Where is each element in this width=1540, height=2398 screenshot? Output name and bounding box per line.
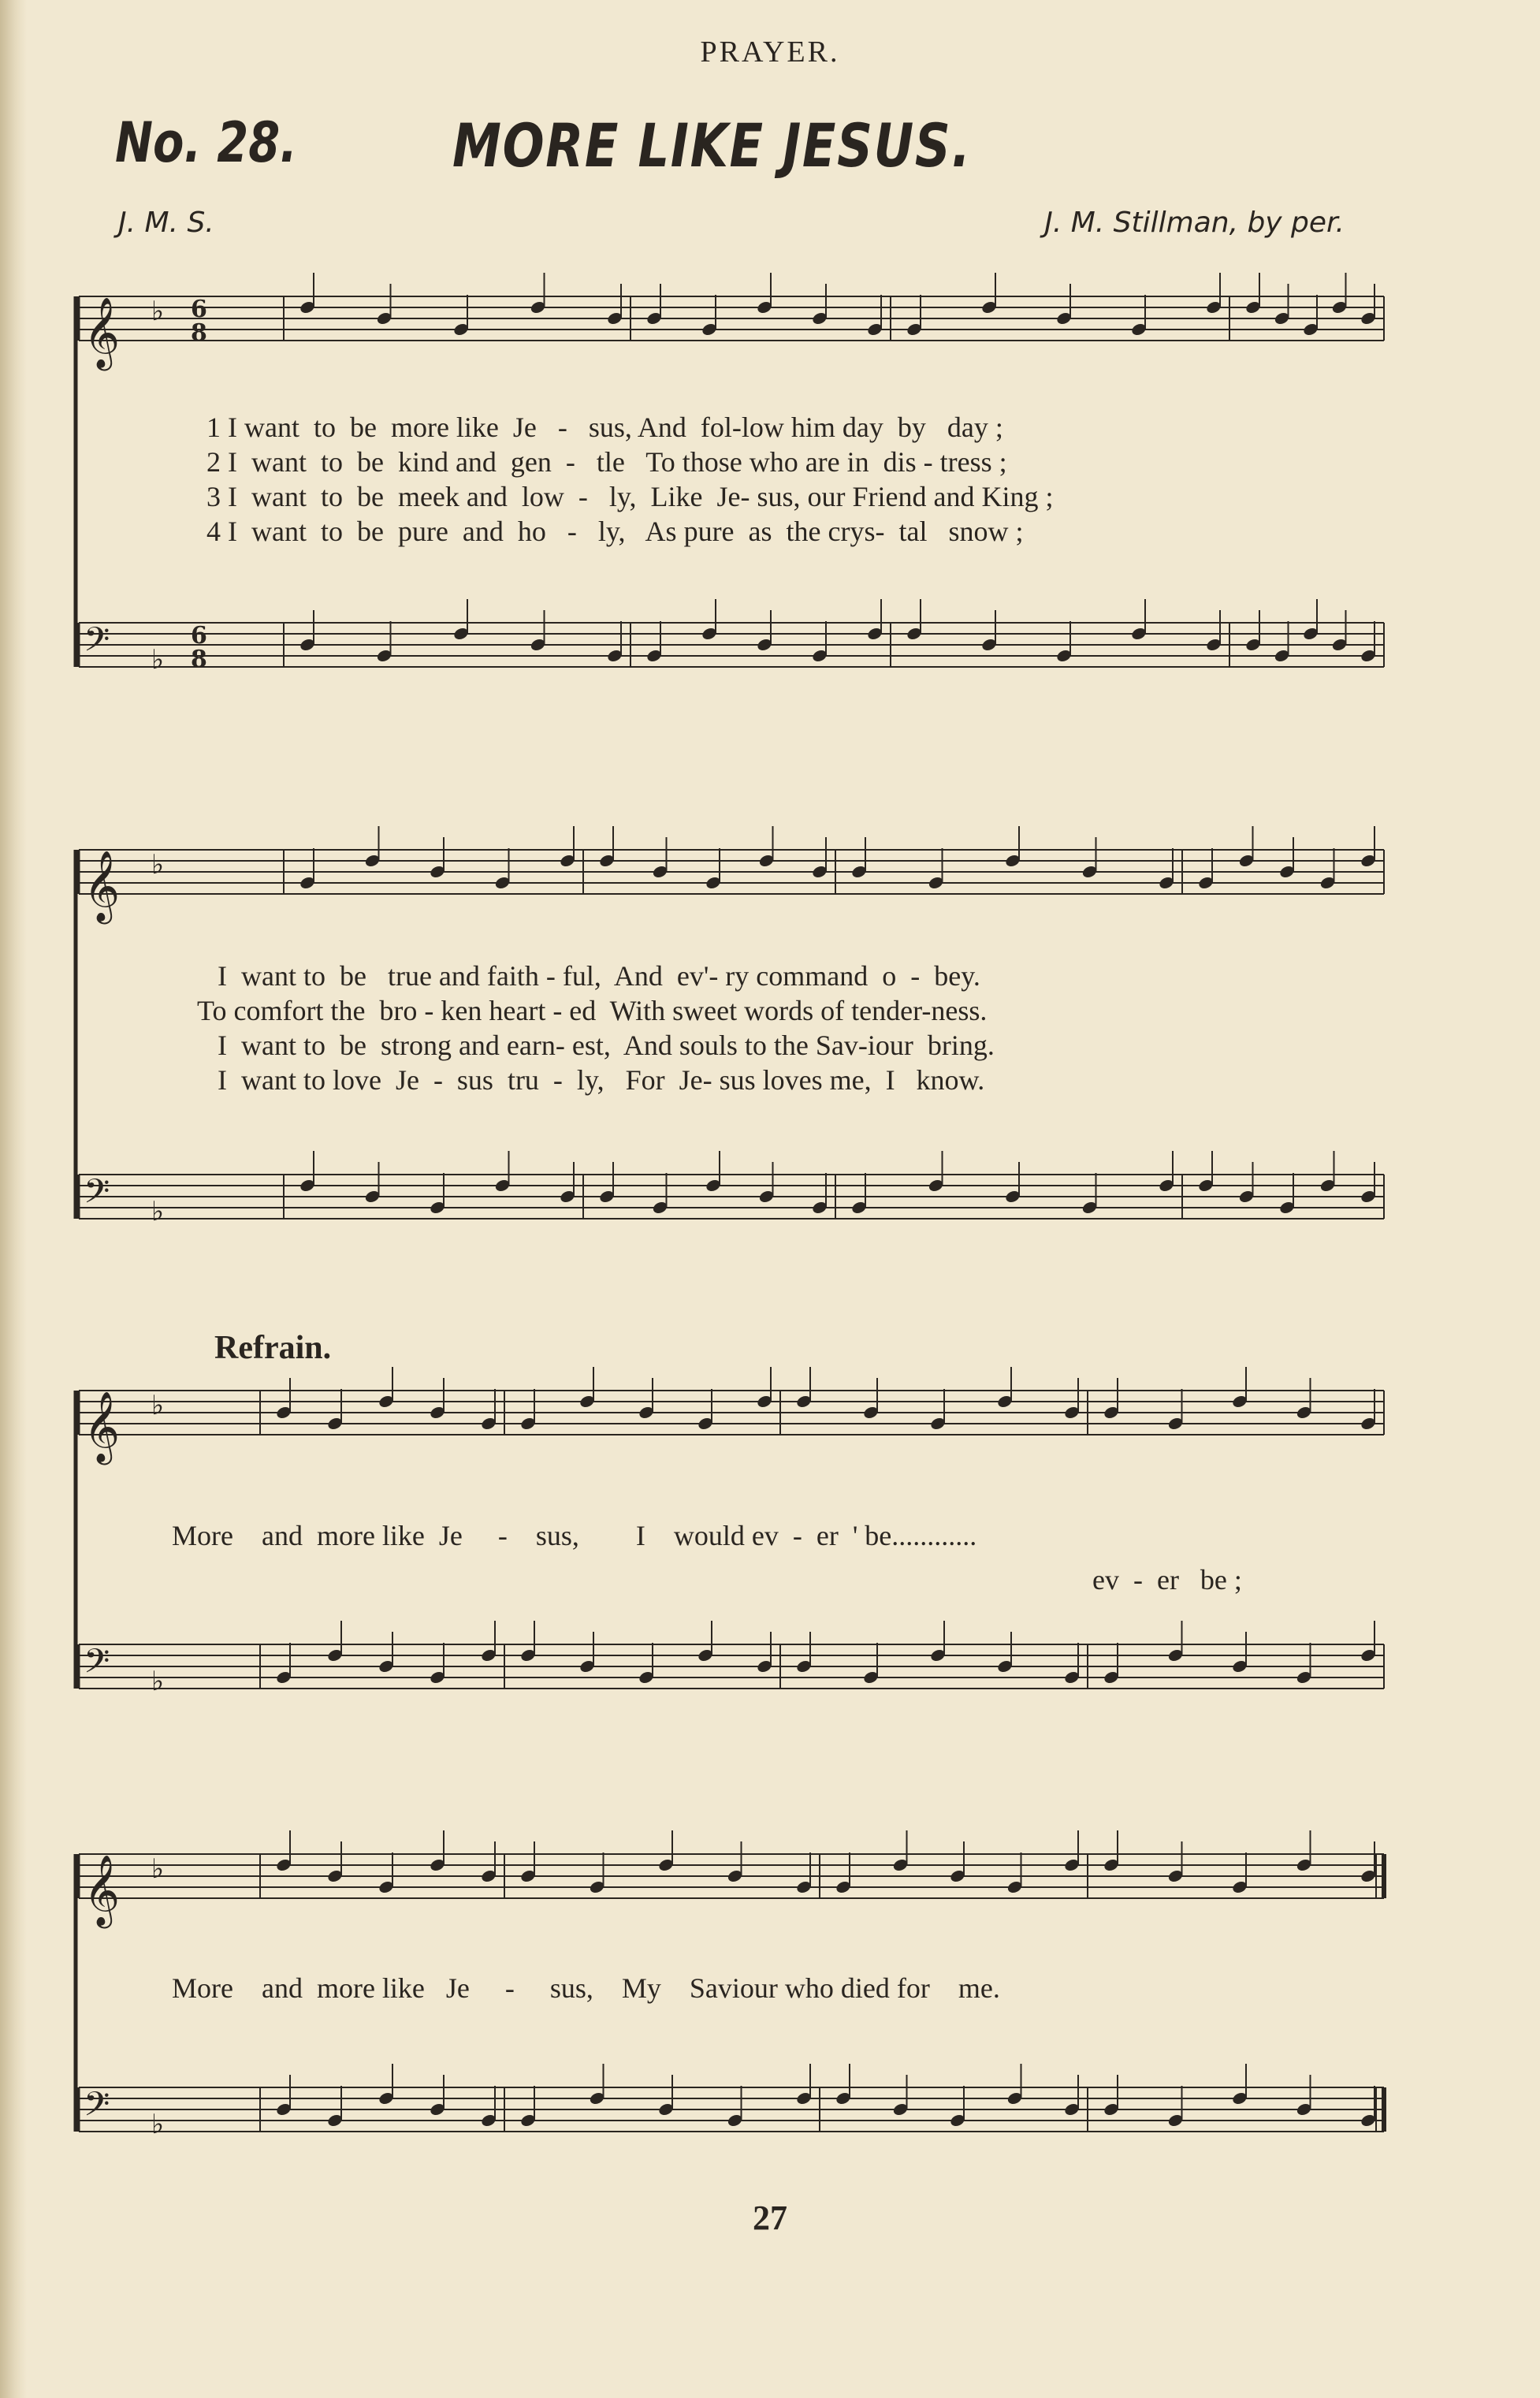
hymn-title: MORE LIKE JESUS. (452, 110, 972, 181)
treble-clef-icon: 𝄞 (84, 297, 121, 368)
bass-clef-icon: 𝄢 (84, 1172, 110, 1219)
refrain-bass-echo: ev - er be ; (1092, 1564, 1242, 1596)
hymn-number: No. 28. (115, 110, 297, 175)
refrain-label: Refrain. (214, 1330, 332, 1366)
stanza-4-line-a: 4 I want to be pure and ho - ly, As pure as the crys- tal snow ; (206, 516, 1024, 547)
stanza-4-line-b: I want to love Je - sus tru - ly, For Je- sus loves me, I know. (218, 1064, 985, 1096)
stanza-2-line-b: To comfort the bro - ken heart - ed With sweet words of tender-ness. (197, 995, 988, 1026)
music-credit: J. M. Stillman, by per. (1044, 207, 1345, 239)
flat-icon: ♭ (151, 644, 165, 676)
flat-icon: ♭ (151, 1390, 165, 1421)
treble-clef-icon: 𝄞 (84, 1391, 121, 1462)
flat-icon: ♭ (151, 2109, 165, 2140)
bass-clef-icon: 𝄢 (84, 620, 110, 668)
stanza-3-line-b: I want to be strong and earn- est, And souls to the Sav-iour bring. (218, 1030, 995, 1061)
flat-icon: ♭ (151, 1196, 165, 1227)
bass-clef-icon: 𝄢 (84, 1642, 110, 1689)
flat-icon: ♭ (151, 1666, 165, 1697)
bass-time-signature-top: 6 (191, 622, 207, 650)
treble-time-signature-top: 6 (191, 296, 207, 323)
stanza-1-line-a: 1 I want to be more like Je - sus, And fol-low him day by day ; (206, 411, 1003, 443)
treble-clef-icon: 𝄞 (84, 1855, 121, 1926)
stanza-3-line-a: 3 I want to be meek and low - ly, Like Je- sus, our Friend and King ; (206, 481, 1054, 512)
page-number: 27 (753, 2199, 787, 2237)
stanza-2-line-a: 2 I want to be kind and gen - tle To those who are in dis - tress ; (206, 446, 1007, 478)
bass-clef-icon: 𝄢 (84, 2085, 110, 2132)
treble-clef-icon: 𝄞 (84, 851, 121, 922)
refrain-lyric-line-2: More and more like Je - sus, My Saviour who died for me. (172, 1972, 1000, 2004)
flat-icon: ♭ (151, 849, 165, 881)
flat-icon: ♭ (151, 296, 165, 327)
treble-time-signature-bottom: 8 (191, 319, 207, 347)
stanza-1-line-b: I want to be true and faith - ful, And ev'- ry command o - bey. (218, 960, 980, 992)
running-head: PRAYER. (700, 35, 840, 69)
refrain-lyric-line-1: More and more like Je - sus, I would ev - er ' be............ (172, 1520, 977, 1551)
flat-icon: ♭ (151, 1853, 165, 1885)
bass-time-signature-bottom: 8 (191, 646, 207, 673)
words-credit: J. M. S. (118, 207, 214, 239)
